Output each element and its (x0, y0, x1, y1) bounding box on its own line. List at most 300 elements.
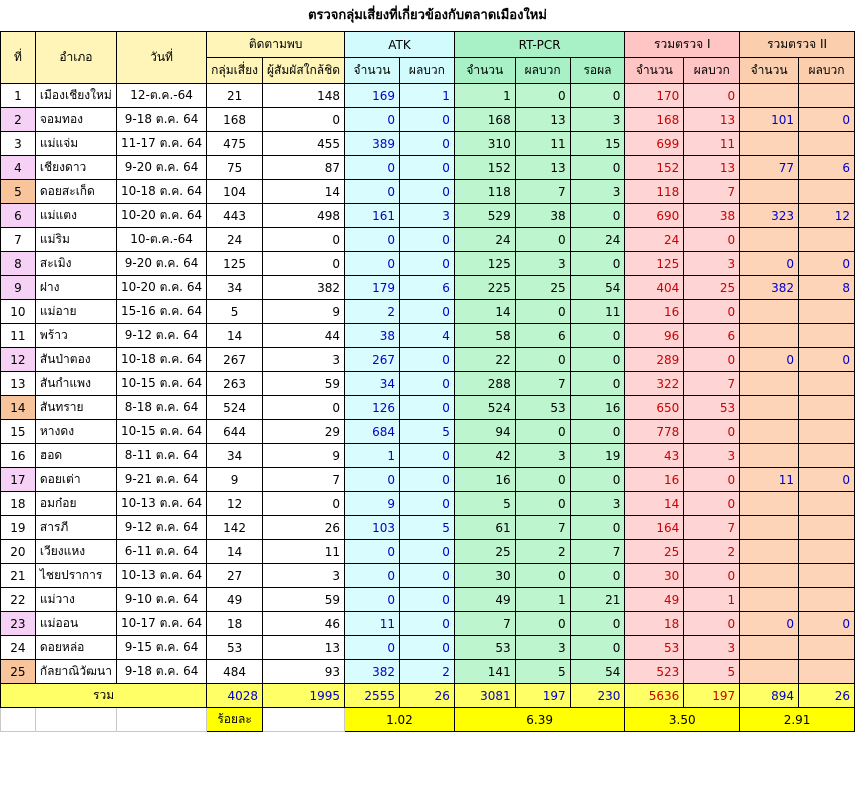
row-pcr-positive: 3 (515, 252, 570, 276)
row-district: ดอยหล่อ (35, 636, 116, 660)
header-pcr-count: จำนวน (454, 58, 515, 84)
row-total1-count: 18 (625, 612, 684, 636)
row-district: แม่แตง (35, 204, 116, 228)
row-pcr-pending: 0 (570, 516, 625, 540)
total-atk-positive: 26 (399, 684, 454, 708)
row-atk-positive: 0 (399, 564, 454, 588)
row-total2-positive (799, 180, 855, 204)
row-atk-positive: 0 (399, 372, 454, 396)
row-total1-positive: 0 (684, 492, 740, 516)
row-date: 12-ต.ค.-64 (116, 84, 206, 108)
row-total2-count (740, 84, 799, 108)
header-atk-count: จำนวน (345, 58, 400, 84)
row-close-contact: 498 (263, 204, 345, 228)
header-risk-group: กลุ่มเสี่ยง (207, 58, 263, 84)
row-pcr-pending: 0 (570, 420, 625, 444)
row-date: 9-15 ต.ค. 64 (116, 636, 206, 660)
row-total1-positive: 53 (684, 396, 740, 420)
row-close-contact: 87 (263, 156, 345, 180)
row-total2-positive (799, 540, 855, 564)
row-total2-count (740, 180, 799, 204)
row-total1-positive: 0 (684, 564, 740, 588)
row-date: 9-10 ต.ค. 64 (116, 588, 206, 612)
row-date: 9-20 ต.ค. 64 (116, 156, 206, 180)
percent-total1: 3.50 (625, 708, 740, 732)
row-close-contact: 9 (263, 300, 345, 324)
row-pcr-positive: 6 (515, 324, 570, 348)
row-date: 10-18 ต.ค. 64 (116, 348, 206, 372)
row-atk-count: 0 (345, 468, 400, 492)
row-pcr-count: 152 (454, 156, 515, 180)
table-row (1, 228, 855, 252)
row-total2-count: 0 (740, 348, 799, 372)
row-total2-positive (799, 228, 855, 252)
row-pcr-positive: 7 (515, 180, 570, 204)
row-pcr-positive: 0 (515, 228, 570, 252)
empty-cell (1, 708, 36, 732)
row-total2-count (740, 420, 799, 444)
row-no: 15 (1, 420, 36, 444)
total-risk: 4028 (207, 684, 263, 708)
row-district: จอมทอง (35, 108, 116, 132)
row-total1-positive: 0 (684, 300, 740, 324)
header-atk-positive: ผลบวก (399, 58, 454, 84)
row-atk-positive: 0 (399, 132, 454, 156)
row-pcr-pending: 19 (570, 444, 625, 468)
row-no: 18 (1, 492, 36, 516)
row-pcr-pending: 54 (570, 660, 625, 684)
row-date: 9-20 ต.ค. 64 (116, 252, 206, 276)
totals-label: รวม (1, 684, 207, 708)
row-close-contact: 0 (263, 492, 345, 516)
row-atk-positive: 0 (399, 636, 454, 660)
row-risk-group: 125 (207, 252, 263, 276)
row-pcr-positive: 53 (515, 396, 570, 420)
row-date: 6-11 ต.ค. 64 (116, 540, 206, 564)
row-total2-positive (799, 324, 855, 348)
row-total2-positive: 0 (799, 612, 855, 636)
table-row (1, 180, 855, 204)
row-atk-count: 0 (345, 180, 400, 204)
row-total2-count (740, 372, 799, 396)
row-pcr-count: 25 (454, 540, 515, 564)
row-date: 10-20 ต.ค. 64 (116, 204, 206, 228)
row-atk-positive: 0 (399, 468, 454, 492)
row-total2-count: 0 (740, 612, 799, 636)
row-district: พร้าว (35, 324, 116, 348)
row-date: 10-13 ต.ค. 64 (116, 492, 206, 516)
row-risk-group: 644 (207, 420, 263, 444)
row-pcr-count: 141 (454, 660, 515, 684)
totals-row (1, 684, 855, 708)
row-atk-positive: 0 (399, 612, 454, 636)
row-total1-count: 168 (625, 108, 684, 132)
row-risk-group: 524 (207, 396, 263, 420)
table-row (1, 564, 855, 588)
row-close-contact: 0 (263, 108, 345, 132)
row-total2-positive (799, 84, 855, 108)
row-total2-count (740, 540, 799, 564)
row-pcr-positive: 0 (515, 300, 570, 324)
row-risk-group: 142 (207, 516, 263, 540)
row-pcr-positive: 0 (515, 492, 570, 516)
row-atk-positive: 0 (399, 252, 454, 276)
table-row (1, 84, 855, 108)
table-row (1, 444, 855, 468)
row-risk-group: 21 (207, 84, 263, 108)
row-date: 9-12 ต.ค. 64 (116, 324, 206, 348)
row-total2-count (740, 588, 799, 612)
row-no: 11 (1, 324, 36, 348)
row-pcr-pending: 3 (570, 492, 625, 516)
row-total2-count: 323 (740, 204, 799, 228)
header-close-contact: ผู้สัมผัสใกล้ชิด (263, 58, 345, 84)
total-pcr-pending: 230 (570, 684, 625, 708)
row-pcr-count: 53 (454, 636, 515, 660)
row-total2-positive (799, 372, 855, 396)
percent-label: ร้อยละ (207, 708, 263, 732)
row-total1-count: 96 (625, 324, 684, 348)
row-atk-positive: 0 (399, 156, 454, 180)
row-atk-count: 0 (345, 564, 400, 588)
row-atk-positive: 4 (399, 324, 454, 348)
row-risk-group: 14 (207, 540, 263, 564)
row-no: 8 (1, 252, 36, 276)
row-total1-count: 125 (625, 252, 684, 276)
row-district: สันป่าตอง (35, 348, 116, 372)
row-pcr-pending: 24 (570, 228, 625, 252)
row-risk-group: 34 (207, 276, 263, 300)
table-body (1, 84, 855, 684)
row-total2-count (740, 492, 799, 516)
row-risk-group: 27 (207, 564, 263, 588)
row-pcr-count: 42 (454, 444, 515, 468)
row-total2-positive (799, 300, 855, 324)
row-total2-count (740, 132, 799, 156)
row-pcr-count: 225 (454, 276, 515, 300)
row-total1-count: 25 (625, 540, 684, 564)
row-total1-count: 523 (625, 660, 684, 684)
row-pcr-pending: 0 (570, 372, 625, 396)
row-total1-positive: 13 (684, 108, 740, 132)
table-row (1, 492, 855, 516)
percent-atk: 1.02 (345, 708, 455, 732)
row-risk-group: 443 (207, 204, 263, 228)
row-pcr-pending: 3 (570, 108, 625, 132)
row-total1-positive: 0 (684, 84, 740, 108)
row-district: สารภี (35, 516, 116, 540)
row-risk-group: 104 (207, 180, 263, 204)
row-date: 10-15 ต.ค. 64 (116, 372, 206, 396)
row-atk-positive: 0 (399, 300, 454, 324)
row-total1-positive: 6 (684, 324, 740, 348)
row-total2-positive (799, 420, 855, 444)
row-total1-positive: 25 (684, 276, 740, 300)
empty-cell (116, 708, 206, 732)
row-no: 12 (1, 348, 36, 372)
row-date: 10-13 ต.ค. 64 (116, 564, 206, 588)
row-pcr-positive: 0 (515, 348, 570, 372)
row-total1-positive: 13 (684, 156, 740, 180)
row-atk-count: 382 (345, 660, 400, 684)
row-total2-count: 77 (740, 156, 799, 180)
header-date: วันที่ (116, 32, 206, 84)
row-date: 9-18 ต.ค. 64 (116, 660, 206, 684)
row-pcr-positive: 13 (515, 156, 570, 180)
row-risk-group: 24 (207, 228, 263, 252)
row-total1-count: 690 (625, 204, 684, 228)
row-atk-positive: 6 (399, 276, 454, 300)
row-close-contact: 0 (263, 252, 345, 276)
total-t1-positive: 197 (684, 684, 740, 708)
row-close-contact: 3 (263, 564, 345, 588)
row-total1-positive: 1 (684, 588, 740, 612)
row-total2-count: 382 (740, 276, 799, 300)
row-pcr-pending: 54 (570, 276, 625, 300)
row-total2-count (740, 660, 799, 684)
row-pcr-count: 24 (454, 228, 515, 252)
row-risk-group: 49 (207, 588, 263, 612)
row-pcr-positive: 11 (515, 132, 570, 156)
row-risk-group: 14 (207, 324, 263, 348)
row-pcr-pending: 11 (570, 300, 625, 324)
row-risk-group: 484 (207, 660, 263, 684)
row-pcr-pending: 0 (570, 348, 625, 372)
row-pcr-count: 1 (454, 84, 515, 108)
row-district: อมก๋อย (35, 492, 116, 516)
row-district: เมืองเชียงใหม่ (35, 84, 116, 108)
percent-total2: 2.91 (740, 708, 855, 732)
row-date: 8-18 ต.ค. 64 (116, 396, 206, 420)
row-atk-count: 38 (345, 324, 400, 348)
row-pcr-positive: 1 (515, 588, 570, 612)
table-row (1, 372, 855, 396)
row-risk-group: 168 (207, 108, 263, 132)
row-pcr-count: 58 (454, 324, 515, 348)
row-atk-positive: 0 (399, 180, 454, 204)
row-pcr-pending: 0 (570, 204, 625, 228)
row-total1-positive: 3 (684, 252, 740, 276)
empty-cell (35, 708, 116, 732)
row-atk-count: 179 (345, 276, 400, 300)
row-pcr-positive: 25 (515, 276, 570, 300)
row-total2-count (740, 564, 799, 588)
row-atk-positive: 3 (399, 204, 454, 228)
row-close-contact: 44 (263, 324, 345, 348)
row-date: 10-17 ต.ค. 64 (116, 612, 206, 636)
row-atk-count: 103 (345, 516, 400, 540)
row-close-contact: 59 (263, 588, 345, 612)
row-total2-positive (799, 444, 855, 468)
row-close-contact: 0 (263, 396, 345, 420)
row-total1-count: 16 (625, 300, 684, 324)
row-total1-count: 699 (625, 132, 684, 156)
row-close-contact: 59 (263, 372, 345, 396)
row-atk-count: 9 (345, 492, 400, 516)
row-total2-positive (799, 588, 855, 612)
row-total2-positive: 0 (799, 348, 855, 372)
row-total2-count: 11 (740, 468, 799, 492)
row-atk-positive: 0 (399, 108, 454, 132)
row-pcr-count: 310 (454, 132, 515, 156)
row-date: 10-20 ต.ค. 64 (116, 276, 206, 300)
row-close-contact: 26 (263, 516, 345, 540)
row-total1-count: 152 (625, 156, 684, 180)
row-no: 13 (1, 372, 36, 396)
row-district: สะเมิง (35, 252, 116, 276)
row-no: 6 (1, 204, 36, 228)
header-atk: ATK (345, 32, 455, 58)
row-total2-count: 101 (740, 108, 799, 132)
empty-cell (263, 708, 345, 732)
row-pcr-count: 14 (454, 300, 515, 324)
row-district: ดอยสะเก็ด (35, 180, 116, 204)
row-total2-positive: 6 (799, 156, 855, 180)
row-pcr-count: 61 (454, 516, 515, 540)
row-total1-positive: 0 (684, 420, 740, 444)
row-pcr-count: 30 (454, 564, 515, 588)
header-total-2: รวมตรวจ II (740, 32, 855, 58)
row-total1-count: 49 (625, 588, 684, 612)
header-tracked: ติดตามพบ (207, 32, 345, 58)
row-atk-positive: 0 (399, 444, 454, 468)
row-district: ไชยปราการ (35, 564, 116, 588)
row-total1-positive: 5 (684, 660, 740, 684)
row-pcr-positive: 0 (515, 84, 570, 108)
row-pcr-positive: 13 (515, 108, 570, 132)
table-row (1, 324, 855, 348)
row-atk-positive: 2 (399, 660, 454, 684)
row-pcr-pending: 0 (570, 468, 625, 492)
row-date: 9-12 ต.ค. 64 (116, 516, 206, 540)
row-pcr-count: 16 (454, 468, 515, 492)
row-total2-positive (799, 636, 855, 660)
row-pcr-positive: 38 (515, 204, 570, 228)
row-total1-positive: 11 (684, 132, 740, 156)
row-atk-count: 684 (345, 420, 400, 444)
row-pcr-positive: 3 (515, 444, 570, 468)
row-total1-count: 289 (625, 348, 684, 372)
table-row (1, 156, 855, 180)
row-total2-positive (799, 132, 855, 156)
total-contact: 1995 (263, 684, 345, 708)
total-pcr-count: 3081 (454, 684, 515, 708)
row-pcr-pending: 21 (570, 588, 625, 612)
row-total2-positive: 0 (799, 252, 855, 276)
row-close-contact: 29 (263, 420, 345, 444)
row-close-contact: 14 (263, 180, 345, 204)
row-atk-count: 0 (345, 252, 400, 276)
row-total1-count: 118 (625, 180, 684, 204)
row-total2-positive (799, 660, 855, 684)
row-district: สันกำแพง (35, 372, 116, 396)
row-risk-group: 18 (207, 612, 263, 636)
table-header (1, 32, 855, 84)
row-total1-count: 650 (625, 396, 684, 420)
total-pcr-positive: 197 (515, 684, 570, 708)
table-row (1, 204, 855, 228)
total-t1-count: 5636 (625, 684, 684, 708)
row-no: 10 (1, 300, 36, 324)
row-pcr-count: 49 (454, 588, 515, 612)
total-t2-count: 894 (740, 684, 799, 708)
row-date: 10-18 ต.ค. 64 (116, 180, 206, 204)
row-no: 20 (1, 540, 36, 564)
row-risk-group: 12 (207, 492, 263, 516)
row-district: ฝาง (35, 276, 116, 300)
row-atk-count: 1 (345, 444, 400, 468)
row-date: 9-18 ต.ค. 64 (116, 108, 206, 132)
row-atk-positive: 5 (399, 420, 454, 444)
row-total2-positive (799, 516, 855, 540)
row-pcr-pending: 0 (570, 612, 625, 636)
row-close-contact: 455 (263, 132, 345, 156)
risk-group-table (0, 31, 855, 732)
row-atk-count: 169 (345, 84, 400, 108)
row-total1-count: 53 (625, 636, 684, 660)
row-total1-positive: 0 (684, 468, 740, 492)
row-atk-positive: 0 (399, 540, 454, 564)
row-no: 21 (1, 564, 36, 588)
table-row (1, 420, 855, 444)
row-close-contact: 13 (263, 636, 345, 660)
row-atk-count: 0 (345, 156, 400, 180)
header-rtpcr: RT-PCR (454, 32, 625, 58)
header-district: อำเภอ (35, 32, 116, 84)
row-district: เชียงดาว (35, 156, 116, 180)
row-total2-positive: 0 (799, 108, 855, 132)
header-pcr-pending: รอผล (570, 58, 625, 84)
row-total1-positive: 0 (684, 228, 740, 252)
row-atk-positive: 0 (399, 396, 454, 420)
row-risk-group: 475 (207, 132, 263, 156)
row-district: ฮอด (35, 444, 116, 468)
row-date: 8-11 ต.ค. 64 (116, 444, 206, 468)
row-atk-count: 389 (345, 132, 400, 156)
header-total1-count: จำนวน (625, 58, 684, 84)
total-t2-positive: 26 (799, 684, 855, 708)
row-district: แม่วาง (35, 588, 116, 612)
row-pcr-pending: 3 (570, 180, 625, 204)
row-total2-positive (799, 564, 855, 588)
row-total2-count (740, 516, 799, 540)
row-atk-count: 0 (345, 540, 400, 564)
row-total2-count (740, 636, 799, 660)
row-atk-count: 2 (345, 300, 400, 324)
table-row (1, 660, 855, 684)
row-pcr-pending: 0 (570, 252, 625, 276)
row-atk-count: 11 (345, 612, 400, 636)
row-close-contact: 11 (263, 540, 345, 564)
row-total1-positive: 2 (684, 540, 740, 564)
table-row (1, 252, 855, 276)
row-pcr-pending: 15 (570, 132, 625, 156)
row-total1-count: 24 (625, 228, 684, 252)
row-close-contact: 9 (263, 444, 345, 468)
row-no: 22 (1, 588, 36, 612)
row-total1-count: 322 (625, 372, 684, 396)
table-row (1, 540, 855, 564)
row-pcr-positive: 0 (515, 468, 570, 492)
row-atk-positive: 0 (399, 228, 454, 252)
row-pcr-positive: 7 (515, 516, 570, 540)
row-date: 15-16 ต.ค. 64 (116, 300, 206, 324)
row-district: กัลยาณิวัฒนา (35, 660, 116, 684)
row-atk-count: 0 (345, 588, 400, 612)
row-risk-group: 267 (207, 348, 263, 372)
header-total2-positive: ผลบวก (799, 58, 855, 84)
total-atk-count: 2555 (345, 684, 400, 708)
